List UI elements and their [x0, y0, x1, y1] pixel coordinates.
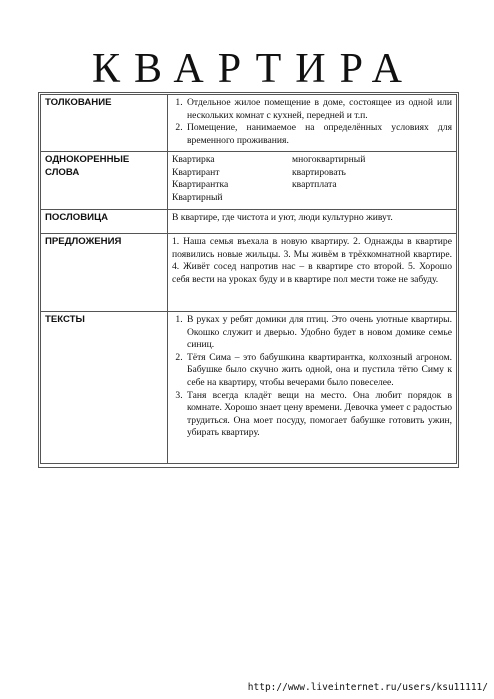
- row-label-tolkovanie: ТОЛКОВАНИЕ: [41, 95, 168, 152]
- cognate-word: квартплата: [292, 179, 337, 191]
- cognate-word: Квартирный: [172, 191, 223, 203]
- row-label-odnokorennye: ОДНОКОРЕННЫЕ СЛОВА: [41, 152, 168, 210]
- definition-item: 1. Отдельное жилое помещение в доме, состоящее из одной или нескольких комнат с кухней, передней и т.п.: [185, 97, 452, 122]
- row-tolkovanie: [41, 95, 457, 152]
- row-predlozheniya: [41, 234, 457, 312]
- vocabulary-table: [40, 94, 457, 464]
- text-item: 3. Таня всегда кладёт вещи на место. Она любит порядок в комнате. Хорошо знает цену времени. Девочка умеет с радостью трудиться. Она моет посуду, помогает бабушке готовить ужин, убирать квартиру.: [185, 390, 452, 440]
- cognate-word: Квартирантка: [172, 179, 229, 191]
- cognate-word: [292, 192, 452, 205]
- text-item: 1. В руках у ребят домики для птиц. Это очень уютные квартиры. Окошко служит и дверью. Удобно будет в новом домике семье синиц.: [185, 314, 452, 352]
- cognate-word: квартировать: [292, 166, 346, 178]
- source-url: http://www.liveinternet.ru/users/ksu11111/: [247, 682, 488, 693]
- page-title: КВАРТИРА: [92, 46, 416, 92]
- definition-item: 2. Помещение, нанимаемое на определённых условиях для временного проживания.: [185, 122, 452, 147]
- row-odnokorennye: [41, 152, 457, 210]
- cognate-word: Квартирка: [172, 154, 215, 165]
- row-teksty: [41, 312, 457, 464]
- row-content-poslovitsa: В квартире, где чистота и уют, люди культурно живут.: [168, 210, 457, 234]
- row-content-predlozheniya: 1. Наша семья въехала в новую квартиру. 2. Однажды в квартире появились новые жильцы. 3. Мы живём в трёхкомнатной квартире. 4. Живёт сосед напротив нас – в квартире сто второй. 5. Хорошо себя вести на уроках буду и в квартире пол мести тоже не забуду.: [168, 234, 457, 312]
- row-poslovitsa: [41, 210, 457, 234]
- cognate-words-grid: [172, 154, 452, 204]
- row-content-teksty: [168, 312, 457, 464]
- vocabulary-table-frame: [38, 92, 459, 468]
- cognate-word: многоквартирный: [292, 154, 366, 165]
- row-label-poslovitsa: ПОСЛОВИЦА: [41, 210, 168, 234]
- row-label-predlozheniya: ПРЕДЛОЖЕНИЯ: [41, 234, 168, 312]
- cognate-word: Квартирант: [172, 166, 220, 178]
- text-item: 2. Тётя Сима – это бабушкина квартирантка, колхозный агроном. Бабушке было скучно жить одной, она и пустила тётю Симу к себе на квартиру, чтобы вечерами было повеселее.: [185, 352, 452, 390]
- row-content-odnokorennye: [168, 152, 457, 210]
- row-content-tolkovanie: [168, 95, 457, 152]
- row-label-teksty: ТЕКСТЫ: [41, 312, 168, 464]
